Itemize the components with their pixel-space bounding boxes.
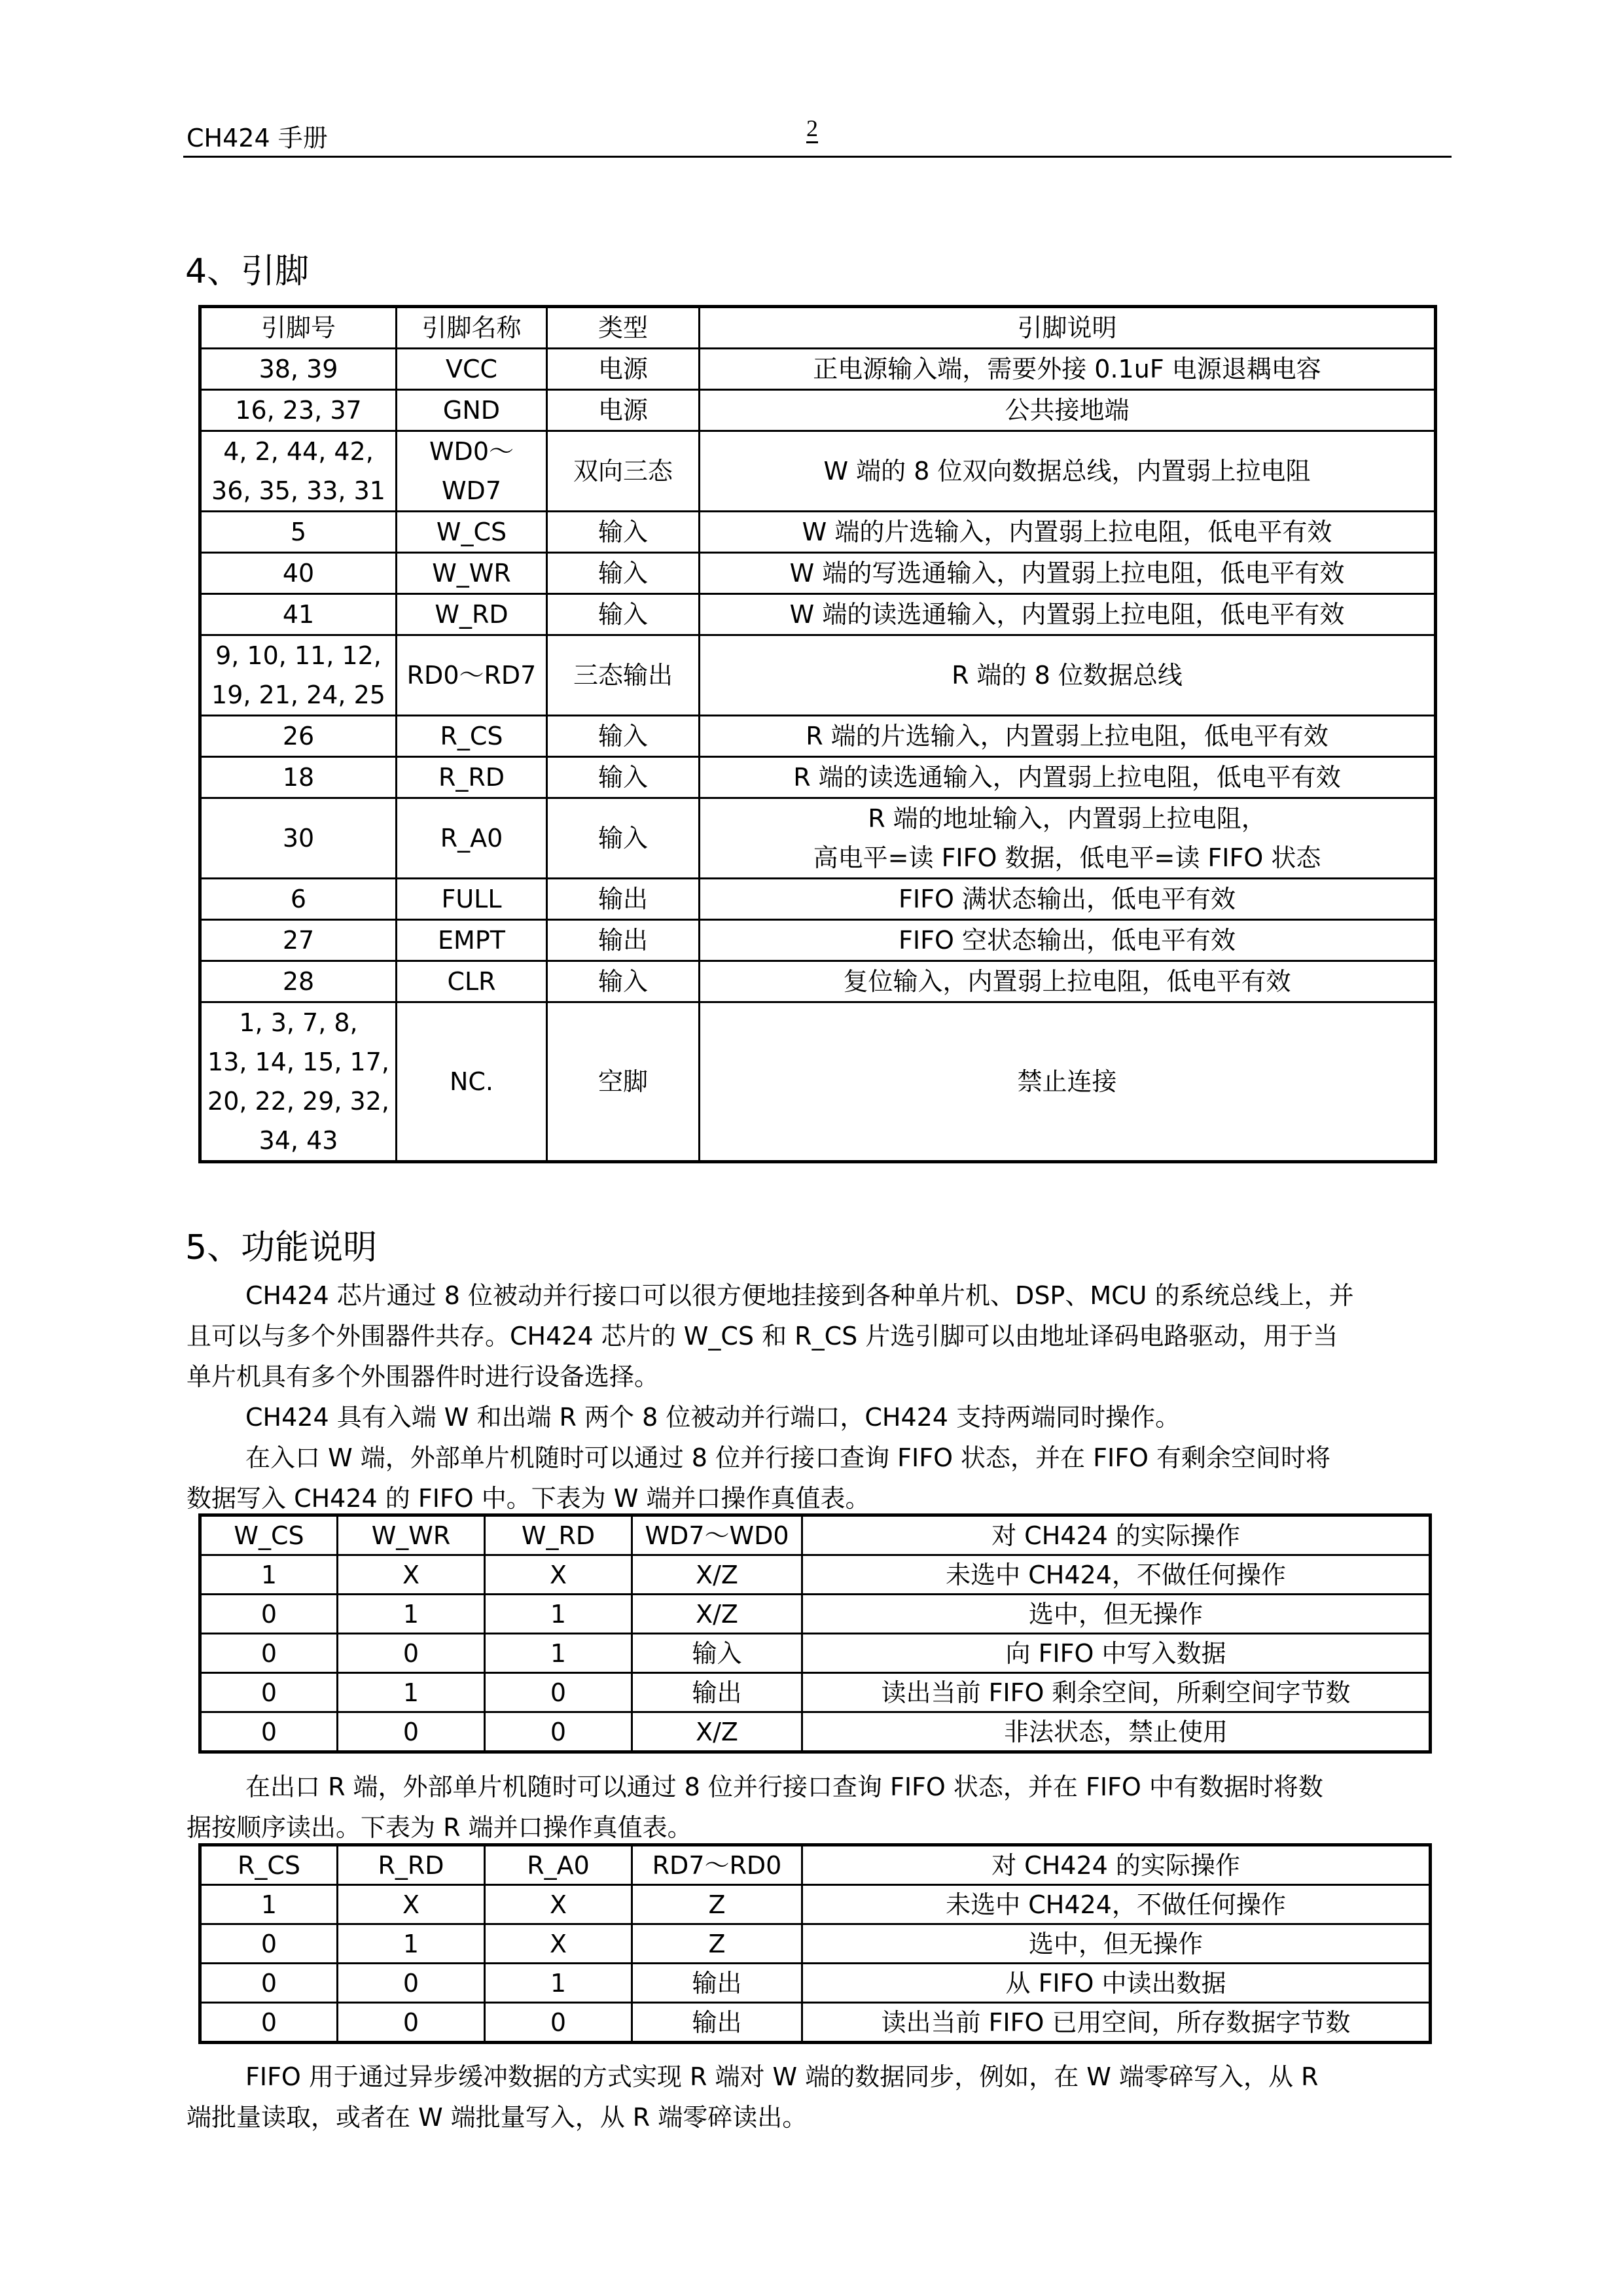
- pin-number-line: 38, 39: [259, 355, 338, 383]
- pin-number-cell: [200, 961, 397, 1002]
- w-col-data: WD7～WD0: [632, 1515, 802, 1555]
- col-type: 类型: [547, 307, 700, 349]
- pin-number-line: 27: [282, 926, 315, 955]
- table-cell: 0: [200, 1712, 338, 1752]
- paragraph-4-line: 据按顺序读出。下表为 R 端并口操作真值表。: [187, 1813, 692, 1842]
- pin-number-cell: [200, 798, 397, 879]
- r-port-truth-table: [198, 1843, 1432, 2044]
- table-cell: 未选中 CH424，不做任何操作: [802, 1885, 1431, 1924]
- pin-number-line: 16, 23, 37: [235, 396, 362, 425]
- pin-type-cell: 输入: [547, 553, 700, 594]
- table-row: [200, 1002, 1436, 1162]
- pin-description-cell: [700, 390, 1436, 431]
- pin-description-line: W 端的读选通输入，内置弱上拉电阻，低电平有效: [789, 600, 1345, 629]
- pin-number-line: 36, 35, 33, 31: [211, 476, 385, 505]
- table-row: [200, 1595, 1431, 1634]
- table-cell: 从 FIFO 中读出数据: [802, 1964, 1431, 2003]
- pin-number-line: 1, 3, 7, 8,: [239, 1008, 358, 1037]
- table-row: [200, 635, 1436, 716]
- pin-description-line: 公共接地端: [1005, 396, 1130, 425]
- w-col-wr: W_WR: [338, 1515, 485, 1555]
- table-row: [200, 879, 1436, 920]
- pin-description-cell: [700, 512, 1436, 553]
- w-port-truth-table: [198, 1513, 1432, 1754]
- pin-number-line: 5: [290, 518, 307, 546]
- pin-description-cell: [700, 798, 1436, 879]
- table-row: [200, 431, 1436, 512]
- pin-name-cell: RD0～RD7: [397, 635, 547, 716]
- table-cell: X/Z: [632, 1712, 802, 1752]
- table-cell: 0: [485, 1712, 632, 1752]
- r-table-body: [200, 1885, 1431, 2043]
- r-col-cs: R_CS: [200, 1845, 338, 1885]
- table-cell: 向 FIFO 中写入数据: [802, 1634, 1431, 1673]
- pin-name-cell: R_CS: [397, 716, 547, 757]
- table-cell: 输出: [632, 1964, 802, 2003]
- pin-type-cell: 输入: [547, 798, 700, 879]
- pin-number-line: 6: [290, 885, 307, 913]
- pin-number-cell: [200, 757, 397, 798]
- pin-number-cell: [200, 594, 397, 635]
- col-description: 引脚说明: [700, 307, 1436, 349]
- table-cell: 读出当前 FIFO 剩余空间，所剩空间字节数: [802, 1673, 1431, 1712]
- paragraph-1: [187, 1275, 1453, 1519]
- pin-type-cell: 电源: [547, 349, 700, 390]
- pin-type-cell: 输入: [547, 512, 700, 553]
- table-row: [200, 1555, 1431, 1595]
- r-col-a0: R_A0: [485, 1845, 632, 1885]
- paragraph-1-line: 单片机具有多个外围器件时进行设备选择。: [187, 1362, 660, 1391]
- table-row: [200, 512, 1436, 553]
- r-col-data: RD7～RD0: [632, 1845, 802, 1885]
- w-col-operation: 对 CH424 的实际操作: [802, 1515, 1431, 1555]
- paragraph-5-line: FIFO 用于通过异步缓冲数据的方式实现 R 端对 W 端的数据同步，例如，在 W 端零碎写入，从 R: [245, 2062, 1319, 2091]
- table-cell: X: [338, 1885, 485, 1924]
- pin-number-line: 30: [282, 824, 315, 853]
- pin-description-cell: [700, 961, 1436, 1002]
- table-cell: 输出: [632, 1673, 802, 1712]
- pin-type-cell: 输入: [547, 961, 700, 1002]
- section5-heading: 5、功能说明: [185, 1228, 378, 1267]
- table-row: [200, 390, 1436, 431]
- pin-name-cell: EMPT: [397, 920, 547, 961]
- table-row: [200, 1634, 1431, 1673]
- pin-number-line: 9, 10, 11, 12,: [215, 641, 382, 670]
- pin-description-line: R 端的地址输入，内置弱上拉电阻，: [868, 804, 1266, 833]
- table-cell: X: [485, 1924, 632, 1964]
- pin-number-line: 4, 2, 44, 42,: [223, 437, 374, 466]
- table-cell: X: [485, 1555, 632, 1595]
- w-table-header: [200, 1515, 1431, 1555]
- pin-name-cell: WD0～WD7: [397, 431, 547, 512]
- table-cell: 输入: [632, 1634, 802, 1673]
- pin-description-line: 正电源输入端，需要外接 0.1uF 电源退耦电容: [813, 355, 1321, 383]
- paragraph-3-line: 数据写入 CH424 的 FIFO 中。下表为 W 端并口操作真值表。: [187, 1484, 870, 1513]
- pin-type-cell: 双向三态: [547, 431, 700, 512]
- paragraph-2: CH424 具有入端 W 和出端 R 两个 8 位被动并行端口，CH424 支持两端同时操作。: [245, 1403, 1181, 1432]
- table-cell: 选中，但无操作: [802, 1924, 1431, 1964]
- table-cell: 1: [338, 1673, 485, 1712]
- pin-description-cell: [700, 716, 1436, 757]
- table-row: [200, 1885, 1431, 1924]
- pin-number-cell: [200, 512, 397, 553]
- pin-number-cell: [200, 390, 397, 431]
- pin-description-line: 高电平=读 FIFO 数据，低电平=读 FIFO 状态: [813, 843, 1321, 872]
- pin-name-cell: W_RD: [397, 594, 547, 635]
- pin-type-cell: 输出: [547, 879, 700, 920]
- table-cell: 0: [200, 1673, 338, 1712]
- pin-number-cell: [200, 553, 397, 594]
- pin-name-cell: R_A0: [397, 798, 547, 879]
- w-col-rd: W_RD: [485, 1515, 632, 1555]
- pin-number-line: 40: [282, 559, 315, 588]
- table-cell: X: [485, 1885, 632, 1924]
- pin-table: [198, 305, 1437, 1163]
- table-row: [200, 920, 1436, 961]
- col-pin-name: 引脚名称: [397, 307, 547, 349]
- table-cell: 读出当前 FIFO 已用空间，所存数据字节数: [802, 2003, 1431, 2043]
- pin-number-line: 18: [282, 763, 315, 792]
- table-cell: 0: [200, 1964, 338, 2003]
- pin-type-cell: 空脚: [547, 1002, 700, 1162]
- pin-description-cell: [700, 431, 1436, 512]
- table-row: [200, 1924, 1431, 1964]
- pin-name-cell: W_WR: [397, 553, 547, 594]
- pin-name-cell: R_RD: [397, 757, 547, 798]
- pin-description-cell: [700, 920, 1436, 961]
- pin-name-cell: VCC: [397, 349, 547, 390]
- pin-description-cell: [700, 349, 1436, 390]
- col-pin-number: 引脚号: [200, 307, 397, 349]
- pin-name-cell: W_CS: [397, 512, 547, 553]
- table-cell: X: [338, 1555, 485, 1595]
- table-row: [200, 961, 1436, 1002]
- table-cell: 0: [200, 2003, 338, 2043]
- table-cell: 1: [485, 1595, 632, 1634]
- page-number: 2: [806, 115, 818, 143]
- r-col-rd: R_RD: [338, 1845, 485, 1885]
- pin-description-line: 禁止连接: [1017, 1067, 1117, 1096]
- pin-type-cell: 输入: [547, 757, 700, 798]
- pin-description-line: W 端的写选通输入，内置弱上拉电阻，低电平有效: [789, 559, 1345, 588]
- header-title: CH424 手册: [187, 124, 328, 152]
- table-cell: X/Z: [632, 1555, 802, 1595]
- pin-description-cell: [700, 635, 1436, 716]
- table-row: [200, 349, 1436, 390]
- pin-description-line: W 端的 8 位双向数据总线，内置弱上拉电阻: [823, 457, 1311, 486]
- table-cell: 0: [338, 1712, 485, 1752]
- pin-name-cell: NC.: [397, 1002, 547, 1162]
- section4-heading: 4、引脚: [185, 252, 310, 291]
- pin-name-cell: GND: [397, 390, 547, 431]
- paragraph-3-line: 在入口 W 端，外部单片机随时可以通过 8 位并行接口查询 FIFO 状态，并在 FIFO 有剩余空间时将: [245, 1443, 1331, 1472]
- pin-number-line: 34, 43: [259, 1126, 338, 1155]
- pin-description-line: FIFO 满状态输出，低电平有效: [899, 885, 1236, 913]
- pin-number-line: 28: [282, 967, 315, 996]
- table-row: [200, 757, 1436, 798]
- table-cell: 选中，但无操作: [802, 1595, 1431, 1634]
- header-divider: [183, 156, 1452, 158]
- pin-table-body: [200, 349, 1436, 1162]
- table-row: [200, 1964, 1431, 2003]
- pin-number-cell: [200, 716, 397, 757]
- r-col-operation: 对 CH424 的实际操作: [802, 1845, 1431, 1885]
- pin-number-cell: [200, 1002, 397, 1162]
- table-row: [200, 1712, 1431, 1752]
- table-row: [200, 716, 1436, 757]
- pin-description-line: W 端的片选输入，内置弱上拉电阻，低电平有效: [802, 518, 1332, 546]
- pin-description-cell: [700, 553, 1436, 594]
- pin-description-cell: [700, 757, 1436, 798]
- table-cell: Z: [632, 1924, 802, 1964]
- table-cell: 0: [338, 2003, 485, 2043]
- table-cell: 0: [200, 1924, 338, 1964]
- pin-description-cell: [700, 594, 1436, 635]
- pin-table-header: [200, 307, 1436, 349]
- pin-description-line: FIFO 空状态输出，低电平有效: [899, 926, 1236, 955]
- pin-description-line: R 端的 8 位数据总线: [952, 661, 1183, 690]
- pin-number-cell: [200, 635, 397, 716]
- table-row: [200, 2003, 1431, 2043]
- pin-type-cell: 输入: [547, 594, 700, 635]
- pin-description-cell: [700, 879, 1436, 920]
- pin-type-cell: 电源: [547, 390, 700, 431]
- pin-description-line: 复位输入，内置弱上拉电阻，低电平有效: [843, 967, 1291, 996]
- paragraph-5: [187, 2057, 1453, 2138]
- pin-number-cell: [200, 349, 397, 390]
- table-cell: 未选中 CH424，不做任何操作: [802, 1555, 1431, 1595]
- table-cell: 0: [485, 1673, 632, 1712]
- table-cell: 0: [200, 1595, 338, 1634]
- table-cell: 非法状态，禁止使用: [802, 1712, 1431, 1752]
- table-cell: 0: [338, 1634, 485, 1673]
- pin-name-cell: FULL: [397, 879, 547, 920]
- pin-number-cell: [200, 879, 397, 920]
- table-cell: 输出: [632, 2003, 802, 2043]
- paragraph-4-line: 在出口 R 端，外部单片机随时可以通过 8 位并行接口查询 FIFO 状态，并在 FIFO 中有数据时将数: [245, 1773, 1323, 1801]
- pin-number-line: 13, 14, 15, 17,: [207, 1048, 389, 1076]
- r-table-header: [200, 1845, 1431, 1885]
- pin-type-cell: 输入: [547, 716, 700, 757]
- pin-number-cell: [200, 920, 397, 961]
- pin-number-cell: [200, 431, 397, 512]
- table-row: [200, 594, 1436, 635]
- pin-number-line: 20, 22, 29, 32,: [207, 1087, 389, 1116]
- table-row: [200, 553, 1436, 594]
- table-cell: X/Z: [632, 1595, 802, 1634]
- w-table-body: [200, 1555, 1431, 1752]
- paragraph-5-line: 端批量读取，或者在 W 端批量写入，从 R 端零碎读出。: [187, 2103, 808, 2132]
- pin-description-line: R 端的读选通输入，内置弱上拉电阻，低电平有效: [793, 763, 1341, 792]
- table-cell: Z: [632, 1885, 802, 1924]
- paragraph-1-line: CH424 芯片通过 8 位被动并行接口可以很方便地挂接到各种单片机、DSP、MCU 的系统总线上，并: [245, 1281, 1354, 1310]
- table-cell: 0: [338, 1964, 485, 2003]
- pin-type-cell: 三态输出: [547, 635, 700, 716]
- paragraph-1-line: 且可以与多个外围器件共存。CH424 芯片的 W_CS 和 R_CS 片选引脚可以由地址译码电路驱动，用于当: [187, 1322, 1338, 1351]
- table-cell: 0: [200, 1634, 338, 1673]
- pin-name-cell: CLR: [397, 961, 547, 1002]
- pin-number-line: 26: [282, 722, 315, 751]
- table-cell: 1: [338, 1595, 485, 1634]
- table-cell: 1: [485, 1964, 632, 2003]
- table-cell: 1: [200, 1885, 338, 1924]
- table-cell: 1: [338, 1924, 485, 1964]
- pin-number-line: 19, 21, 24, 25: [211, 680, 385, 709]
- pin-number-line: 41: [282, 600, 315, 629]
- table-row: [200, 798, 1436, 879]
- table-cell: 0: [485, 2003, 632, 2043]
- table-cell: 1: [200, 1555, 338, 1595]
- table-row: [200, 1673, 1431, 1712]
- w-col-cs: W_CS: [200, 1515, 338, 1555]
- paragraph-4: [187, 1767, 1453, 1848]
- pin-description-cell: [700, 1002, 1436, 1162]
- table-cell: 1: [485, 1634, 632, 1673]
- pin-type-cell: 输出: [547, 920, 700, 961]
- pin-description-line: R 端的片选输入，内置弱上拉电阻，低电平有效: [806, 722, 1329, 751]
